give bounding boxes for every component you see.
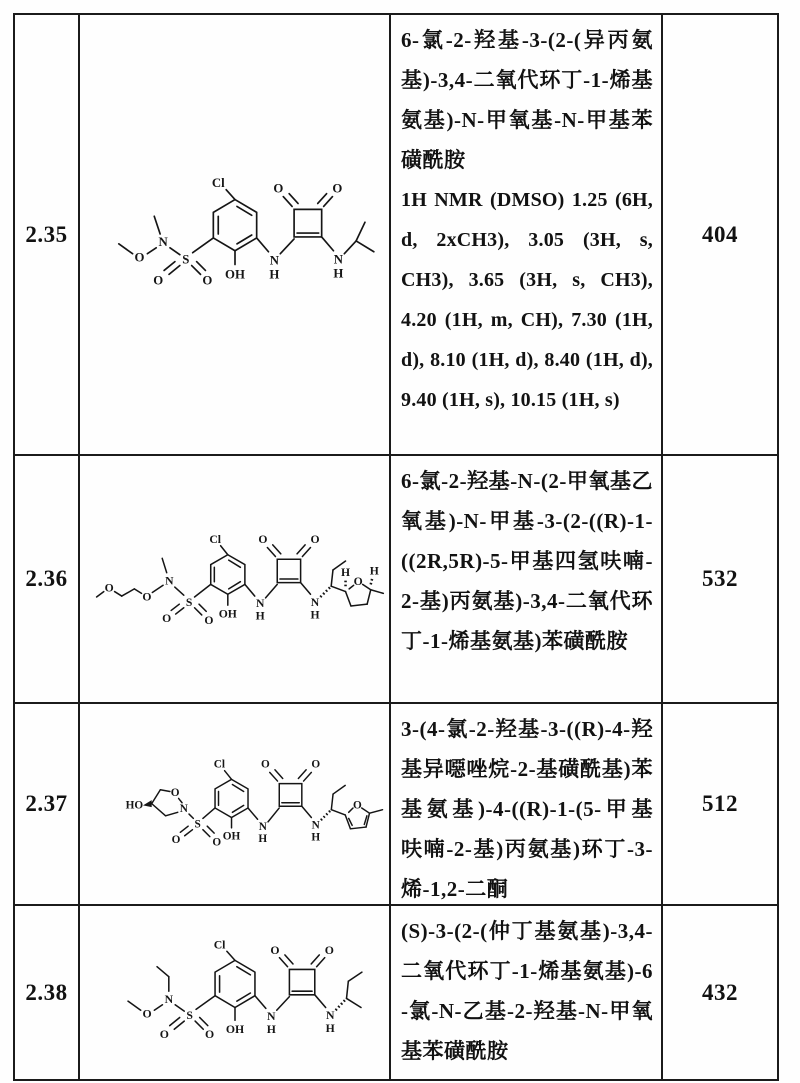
atom-label-o: O: [260, 758, 270, 771]
compound-name: 6-氯-2-羟基-3-(2-(异丙氨基)-3,4-二氧代环丁-1-烯基氨基)-N-甲氧基-N-甲基苯磺酰胺: [401, 28, 653, 172]
atom-label-s: S: [185, 1008, 193, 1022]
atom-label-o: O: [141, 590, 151, 604]
atom-label-n: N: [333, 252, 343, 267]
atom-label-n: N: [164, 992, 173, 1006]
atom-label-n: N: [310, 595, 319, 609]
nmr-data: 1H NMR (DMSO) 1.25 (6H, d, 2xCH3), 3.05 (3H, s, CH3), 3.65 (3H, s, CH3), 4.20 (1H, m, CH), 7.30 (1H, d), 8.10 (1H, d), 8.40 (1H, d), 9.40 (1H, s), 10.15 (1H, s): [401, 189, 653, 411]
atom-label-o: O: [170, 786, 180, 799]
atom-label-n: N: [258, 820, 267, 833]
atom-label-o: O: [141, 1006, 152, 1020]
atom-label-o: O: [201, 272, 212, 287]
atom-label-o: O: [309, 532, 320, 546]
structure-cell: [80, 15, 391, 456]
atom-label-h: H: [332, 265, 343, 280]
chemical-structure-2-35: [87, 170, 383, 300]
name-cell: [391, 456, 663, 704]
mass-value: 432: [702, 979, 738, 1005]
compound-id: 2.36: [15, 456, 80, 704]
atom-label-n: N: [266, 1009, 276, 1023]
atom-label-h: H: [369, 564, 379, 578]
atom-label-o: O: [133, 250, 144, 265]
atom-label-h: H: [257, 832, 267, 845]
atom-label-ho: HO: [125, 798, 143, 811]
mass-value: 512: [663, 704, 777, 906]
atom-label-o: O: [159, 1027, 169, 1041]
atom-label-o: O: [331, 181, 342, 196]
atom-label-o: O: [211, 836, 221, 849]
atom-label-h: H: [266, 1022, 276, 1036]
atom-label-h: H: [340, 566, 350, 580]
atom-label-n: N: [179, 802, 188, 815]
atom-label-h: H: [325, 1021, 335, 1035]
atom-label-o: O: [152, 272, 163, 287]
atom-label-o: O: [171, 833, 180, 846]
atom-label-cl: Cl: [213, 758, 225, 771]
name-cell: [391, 906, 663, 1079]
atom-label-s: S: [185, 595, 192, 609]
atom-label-o: O: [272, 181, 283, 196]
atom-label-o: O: [269, 943, 279, 957]
atom-label-o: O: [104, 581, 114, 595]
atom-label-n: N: [255, 596, 264, 610]
structure-cell: [80, 456, 391, 704]
atom-label-o: O: [324, 943, 334, 957]
atom-label-o: O: [353, 575, 363, 589]
name-cell: [391, 704, 663, 906]
atom-label-o: O: [204, 1027, 214, 1041]
mass-value: 404: [663, 15, 777, 456]
atom-label-n: N: [164, 574, 174, 588]
atom-label-n: N: [325, 1008, 334, 1022]
atom-label-n: N: [311, 818, 320, 831]
structure-cell: [80, 704, 391, 906]
atom-label-h: H: [309, 608, 320, 622]
atom-label-n: N: [157, 234, 168, 249]
name-cell: [391, 15, 663, 456]
atom-label-o: O: [161, 612, 171, 626]
compound-id: 2.37: [15, 704, 80, 906]
atom-label-o: O: [257, 532, 267, 546]
structure-cell: [80, 906, 391, 1079]
compound-id: 2.38: [15, 906, 80, 1079]
atom-label-cl: Cl: [211, 175, 225, 190]
atom-label-oh: OH: [218, 607, 237, 621]
compound-name: (S)-3-(2-(仲丁基氨基)-3,4-二氧代环丁-1-烯基氨基)-6-氯-N-乙基-2-羟基-N-甲氧基苯磺酰胺: [401, 919, 653, 1063]
compound-table: [13, 13, 779, 1081]
chemical-structure-2-36: [84, 525, 386, 633]
chemical-structure-2-37: [84, 748, 386, 861]
atom-label-oh: OH: [222, 830, 240, 843]
compound-id: 2.35: [15, 15, 80, 456]
atom-label-o: O: [203, 613, 213, 627]
compound-name: 3-(4-氯-2-羟基-3-((R)-4-羟基异噁唑烷-2-基磺酰基)苯基氨基)-4-((R)-1-(5-甲基呋喃-2-基)丙氨基)环丁-3-烯-1,2-二酮: [401, 717, 653, 901]
atom-label-o: O: [352, 798, 362, 811]
atom-label-cl: Cl: [208, 532, 221, 546]
atom-label-h: H: [255, 609, 265, 623]
atom-label-oh: OH: [225, 1022, 244, 1036]
atom-label-s: S: [181, 252, 189, 267]
atom-label-o: O: [310, 758, 320, 771]
atom-label-h: H: [310, 830, 320, 843]
mass-value: 532: [663, 456, 777, 704]
chemical-structure-2-38: [99, 933, 371, 1053]
atom-label-h: H: [268, 266, 279, 281]
atom-label-oh: OH: [224, 266, 245, 281]
atom-label-cl: Cl: [213, 937, 225, 951]
compound-name: 6-氯-2-羟基-N-(2-甲氧基乙氧基)-N-甲基-3-(2-((R)-1-((2R,5R)-5-甲基四氢呋喃-2-基)丙氨基)-3,4-二氧代环丁-1-烯基氨基)苯磺酰胺: [401, 469, 653, 653]
atom-label-s: S: [194, 817, 201, 830]
atom-label-n: N: [269, 253, 279, 268]
